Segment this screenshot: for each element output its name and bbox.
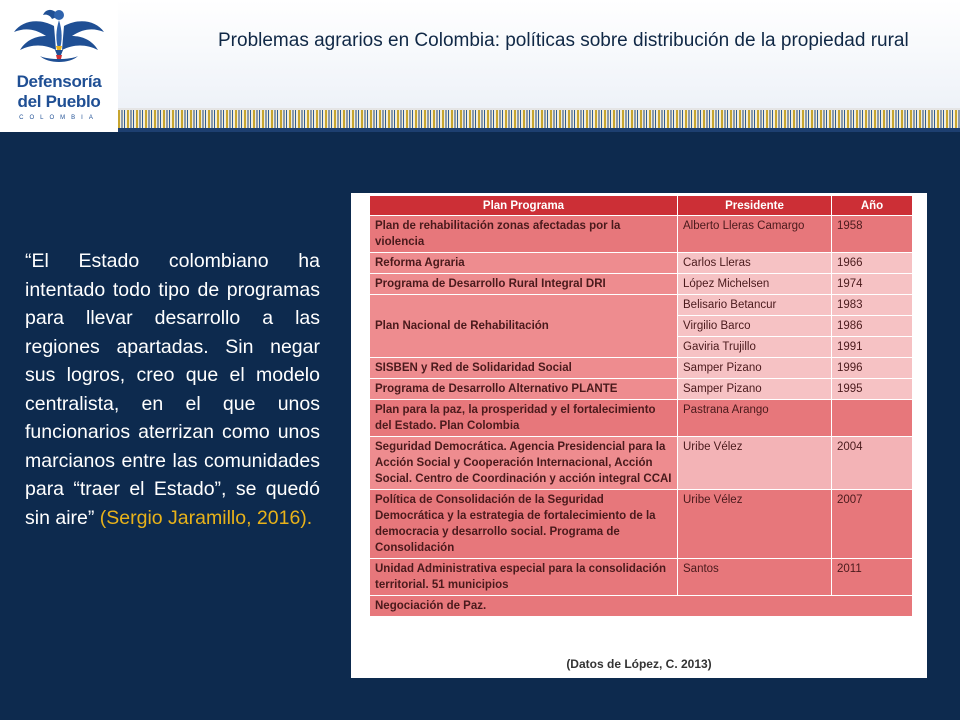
president-cell: Carlos Lleras <box>678 253 832 274</box>
president-cell: Alberto Lleras Camargo <box>678 216 832 253</box>
year-cell <box>832 400 913 437</box>
header <box>0 0 960 132</box>
table-row <box>370 437 913 490</box>
quote-citation: (Sergio Jaramillo, 2016). <box>99 506 313 529</box>
year-cell: 2011 <box>832 559 913 596</box>
president-cell: Santos <box>678 559 832 596</box>
president-cell: Uribe Vélez <box>678 437 832 490</box>
plan-cell: Programa de Desarrollo Alternativo PLANTE <box>370 379 678 400</box>
plan-cell: SISBEN y Red de Solidaridad Social <box>370 358 678 379</box>
table-row <box>370 379 913 400</box>
year-cell: 1986 <box>832 316 913 337</box>
plan-cell: Unidad Administrativa especial para la consolidación territorial. 51 municipios <box>370 559 678 596</box>
year-cell: 1991 <box>832 337 913 358</box>
plan-cell: Política de Consolidación de la Seguridad Democrática y la estrategia de fortalecimiento de la democracia y desarrollo social. Programa de Consolidación <box>370 490 678 559</box>
logo-line-defensoria: Defensoría <box>16 72 102 91</box>
programs-table-figure <box>351 193 927 678</box>
plan-cell: Plan de rehabilitación zonas afectadas por la violencia <box>370 216 678 253</box>
table-row <box>370 400 913 437</box>
year-cell: 1958 <box>832 216 913 253</box>
plan-cell: Negociación de Paz. <box>370 596 913 617</box>
quote-block <box>25 247 320 532</box>
table-row <box>370 216 913 253</box>
table-row <box>370 274 913 295</box>
year-cell: 1995 <box>832 379 913 400</box>
president-cell: Belisario Betancur <box>678 295 832 316</box>
plan-cell: Reforma Agraria <box>370 253 678 274</box>
year-cell: 1974 <box>832 274 913 295</box>
plan-cell: Programa de Desarrollo Rural Integral DRI <box>370 274 678 295</box>
table-header-row <box>370 196 913 216</box>
president-cell: Pastrana Arango <box>678 400 832 437</box>
year-cell: 1983 <box>832 295 913 316</box>
programs-table <box>369 195 913 617</box>
plan-cell: Plan para la paz, la prosperidad y el fortalecimiento del Estado. Plan Colombia <box>370 400 678 437</box>
year-cell: 2007 <box>832 490 913 559</box>
table-row <box>370 253 913 274</box>
plan-cell: Seguridad Democrática. Agencia Presidencial para la Acción Social y Cooperación Internacional, Acción Social. Centro de Coordinación y acción integral CCAI <box>370 437 678 490</box>
header-plan: Plan Programa <box>370 196 678 216</box>
header-president: Presidente <box>678 196 832 216</box>
president-cell: Virgilio Barco <box>678 316 832 337</box>
table-row <box>370 295 913 316</box>
table-source-note: (Datos de López, C. 2013) <box>566 657 712 671</box>
president-cell: Samper Pizano <box>678 358 832 379</box>
president-cell: Samper Pizano <box>678 379 832 400</box>
table-row <box>370 358 913 379</box>
president-cell: Uribe Vélez <box>678 490 832 559</box>
table-row <box>370 559 913 596</box>
table-row <box>370 596 913 617</box>
year-cell: 1966 <box>832 253 913 274</box>
logo[interactable] <box>0 0 120 132</box>
page-title: Problemas agrarios en Colombia: políticas sobre distribución de la propiedad rural <box>218 30 909 51</box>
logo-line-del-pueblo: del Pueblo <box>17 92 101 111</box>
year-cell: 2004 <box>832 437 913 490</box>
header-year: Año <box>832 196 913 216</box>
president-cell: Gaviria Trujillo <box>678 337 832 358</box>
dove-emblem-icon <box>10 6 108 70</box>
table-row <box>370 490 913 559</box>
title-band <box>118 0 960 108</box>
quote-text: “El Estado colombiano ha intentado todo tipo de programas para llevar desarrollo a las regiones apartadas. Sin negar sus logros, creo que el modelo centralista, en el que unos funcionarios aterrizan como unos marcianos entre las comunidades para “traer el Estado”, se quedó sin aire” <box>25 250 320 529</box>
decorative-stripe <box>118 108 960 132</box>
logo-line-colombia: COLOMBIA <box>19 115 99 121</box>
president-cell: López Michelsen <box>678 274 832 295</box>
plan-cell: Plan Nacional de Rehabilitación <box>370 295 678 358</box>
year-cell: 1996 <box>832 358 913 379</box>
